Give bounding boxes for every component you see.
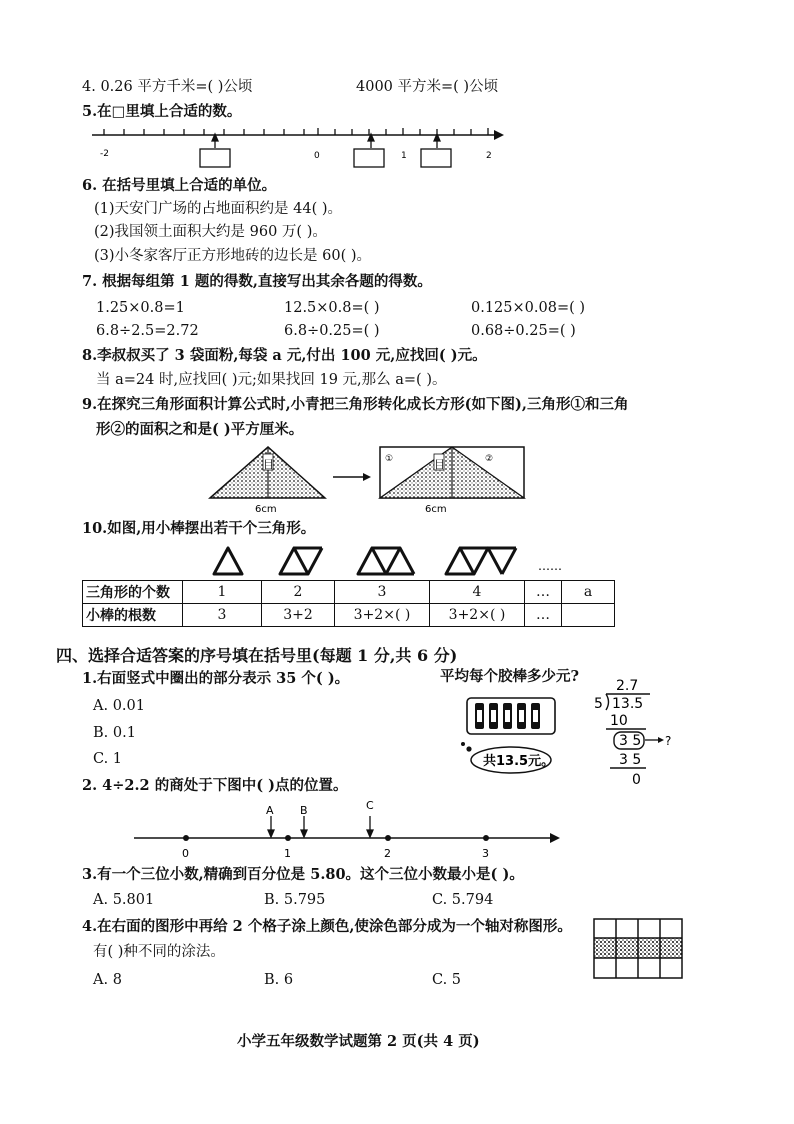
c2-label-a: A	[266, 804, 274, 817]
c3-option-a[interactable]: A. 5.801	[93, 892, 155, 908]
q6-item-1: (1)天安门广场的占地面积约是 44( )。	[94, 201, 343, 217]
q5-prompt: 5.在□里填上合适的数。	[82, 103, 242, 120]
q7-r2c3: 0.68÷0.25=( )	[471, 323, 576, 339]
q7-r1c3: 0.125×0.08=( )	[471, 300, 586, 316]
div-arrow-q: ?	[665, 734, 672, 748]
q7-r2c1: 6.8÷2.5=2.72	[96, 323, 199, 339]
div-remainder: 0	[632, 772, 641, 788]
c2-tick: 2	[384, 847, 391, 860]
table-cell[interactable]: 3+2×( )	[335, 604, 430, 627]
section-title: 四、选择合适答案的序号填在括号里(每题 1 分,共 6 分)	[56, 646, 458, 665]
table-cell: …	[525, 581, 562, 604]
c1-prompt: 1.右面竖式中圈出的部分表示 35 个( )。	[82, 670, 350, 687]
c4-option-c[interactable]: C. 5	[432, 972, 462, 988]
q8-line2: 当 a=24 时,应找回( )元;如果找回 19 元,那么 a=( )。	[96, 372, 447, 388]
c1-option-b[interactable]: B. 0.1	[93, 725, 136, 741]
c2-prompt: 2. 4÷2.2 的商处于下图中( )点的位置。	[82, 777, 348, 794]
table-row	[83, 581, 615, 604]
q7-r1c1: 1.25×0.8=1	[96, 300, 185, 316]
glue-sticks-illustration	[455, 692, 575, 776]
c2-tick: 0	[182, 847, 189, 860]
table-cell: 3	[335, 581, 430, 604]
table-cell: …	[525, 604, 562, 627]
div-divisor: 5	[594, 696, 603, 712]
c3-option-c[interactable]: C. 5.794	[432, 892, 494, 908]
table-cell: a	[562, 581, 615, 604]
long-division	[590, 672, 680, 792]
q5-tick-label: 0	[314, 151, 320, 161]
q9-line2: 形②的面积之和是( )平方厘米。	[96, 421, 304, 438]
q5-box-3[interactable]	[421, 149, 451, 167]
div-quotient: 2.7	[616, 678, 639, 694]
c4-line2: 有( )种不同的涂法。	[93, 944, 225, 960]
q7-r1c2: 12.5×0.8=( )	[284, 300, 380, 316]
q10-prompt: 10.如图,用小棒摆出若干个三角形。	[82, 520, 316, 537]
q9-mark-right: 目	[434, 458, 445, 471]
q5-box-1[interactable]	[200, 149, 230, 167]
q5-number-line	[82, 120, 512, 175]
q5-box-2[interactable]	[354, 149, 384, 167]
q5-tick-label: -2	[100, 149, 109, 159]
c2-label-b: B	[300, 804, 308, 817]
table-row	[83, 604, 615, 627]
table-cell: 1	[183, 581, 262, 604]
page-footer: 小学五年级数学试题第 2 页(共 4 页)	[237, 1033, 480, 1050]
div-circled-text: 3 5	[619, 733, 642, 749]
q9-line1: 9.在探究三角形面积计算公式时,小青把三角形转化成长方形(如下图),三角形①和三角	[82, 396, 629, 413]
table-cell: 4	[430, 581, 525, 604]
q9-label-left: 6cm	[255, 504, 277, 515]
table-cell[interactable]: 3+2×( )	[430, 604, 525, 627]
q9-circle-1: ①	[385, 454, 394, 464]
q6-item-2: (2)我国领土面积大约是 960 万( )。	[94, 224, 327, 240]
q5-tick-label: 1	[401, 151, 407, 161]
table-cell: 3	[183, 604, 262, 627]
q9-label-right: 6cm	[425, 504, 447, 515]
c4-grid	[592, 917, 684, 981]
c2-label-c: C	[366, 800, 374, 812]
q9-mark-left: 目	[263, 458, 274, 471]
table-cell: 2	[262, 581, 335, 604]
c1-option-c[interactable]: C. 1	[93, 751, 123, 767]
q4-part2: 4000 平方米=( )公顷	[356, 79, 499, 95]
q6-prompt: 6. 在括号里填上合适的单位。	[82, 177, 277, 194]
table-header: 三角形的个数	[83, 581, 183, 604]
table-cell: 3+2	[262, 604, 335, 627]
c4-option-a[interactable]: A. 8	[93, 972, 122, 988]
q6-item-3: (3)小冬家客厅正方形地砖的边长是 60( )。	[94, 248, 372, 264]
c4-line1: 4.在右面的图形中再给 2 个格子涂上颜色,使涂色部分成为一个轴对称图形。	[82, 918, 572, 935]
c1-question: 平均每个胶棒多少元?	[440, 668, 579, 685]
c2-number-line	[128, 800, 568, 862]
c3-option-b[interactable]: B. 5.795	[264, 892, 326, 908]
c1-option-a[interactable]: A. 0.01	[93, 698, 145, 714]
q9-figure	[205, 440, 535, 516]
c4-option-b[interactable]: B. 6	[264, 972, 294, 988]
q5-tick-label: 2	[486, 151, 492, 161]
div-step1: 10	[610, 713, 628, 729]
c1-bubble: 共13.5元。	[483, 754, 555, 769]
div-step2: 3 5	[619, 752, 642, 768]
q7-prompt: 7. 根据每组第 1 题的得数,直接写出其余各题的得数。	[82, 273, 432, 290]
q10-dots: ……	[538, 559, 562, 573]
table-cell[interactable]	[562, 604, 615, 627]
table-header: 小棒的根数	[83, 604, 183, 627]
q4-part1: 4. 0.26 平方千米=( )公顷	[82, 79, 253, 95]
c3-prompt: 3.有一个三位小数,精确到百分位是 5.80。这个三位小数最小是( )。	[82, 866, 524, 883]
q8-line1: 8.李叔叔买了 3 袋面粉,每袋 a 元,付出 100 元,应找回( )元。	[82, 347, 487, 364]
c2-tick: 1	[284, 847, 291, 860]
q10-table	[82, 580, 615, 627]
q9-circle-2: ②	[485, 454, 494, 464]
div-dividend: 13.5	[612, 696, 644, 712]
q10-stick-triangles	[200, 542, 580, 578]
c2-tick: 3	[482, 847, 489, 860]
q7-r2c2: 6.8÷0.25=( )	[284, 323, 380, 339]
